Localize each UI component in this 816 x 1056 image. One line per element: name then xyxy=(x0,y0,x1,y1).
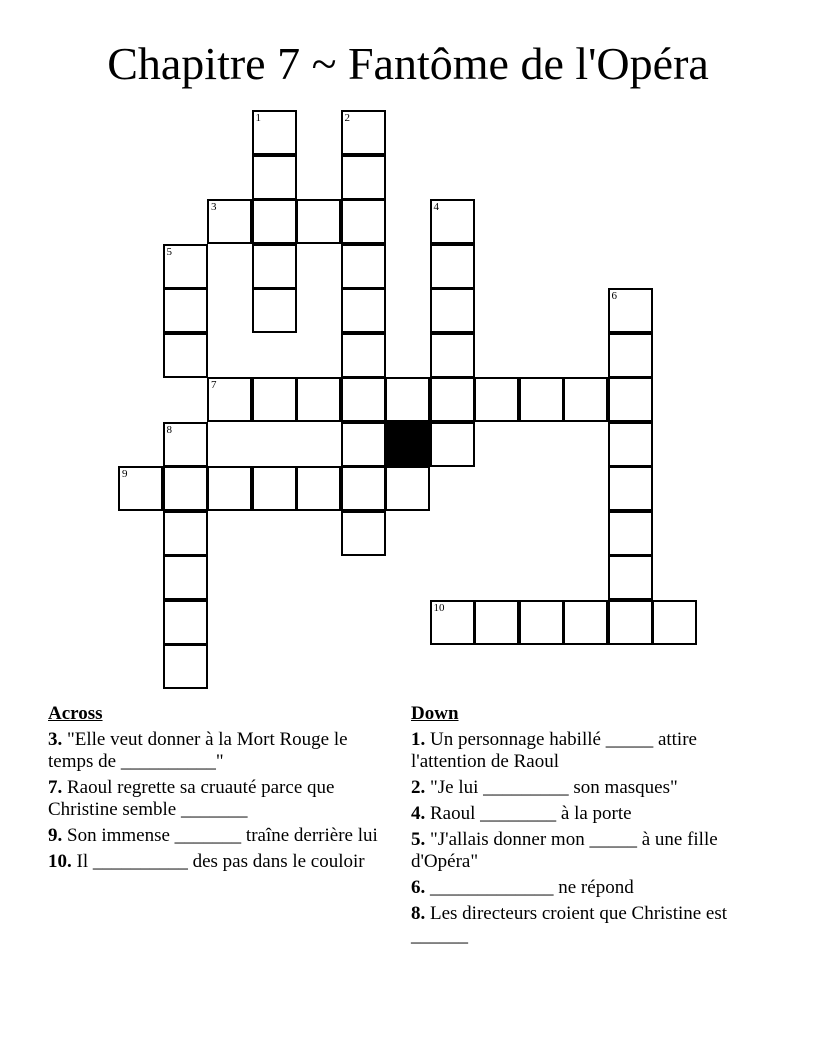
clue-number: 8. xyxy=(411,903,426,924)
black-square xyxy=(385,422,430,467)
clue-number: 1. xyxy=(411,729,426,750)
cell-number: 1 xyxy=(255,112,261,124)
grid-cell[interactable] xyxy=(252,110,297,155)
cell-number: 9 xyxy=(122,468,128,480)
clue-text: Un personnage habillé _____ attire l'attention de Raoul xyxy=(411,729,697,772)
clue-number: 4. xyxy=(411,803,426,824)
grid-cell[interactable] xyxy=(163,244,208,289)
clue-across-3 xyxy=(48,729,378,773)
grid-cell[interactable] xyxy=(430,288,475,333)
grid-cell[interactable] xyxy=(252,288,297,333)
cell-number: 6 xyxy=(611,290,617,302)
grid-cell[interactable] xyxy=(163,422,208,467)
grid-cell[interactable] xyxy=(296,466,341,511)
clue-number: 10. xyxy=(48,851,72,872)
grid-cell[interactable] xyxy=(430,422,475,467)
grid-cell[interactable] xyxy=(341,110,386,155)
down-clues xyxy=(411,703,751,951)
clue-number: 9. xyxy=(48,825,63,846)
grid-cell[interactable] xyxy=(563,600,608,645)
grid-cell[interactable] xyxy=(430,333,475,378)
clue-down-8 xyxy=(411,903,751,947)
page-title: Chapitre 7 ~ Fantôme de l'Opéra xyxy=(107,38,709,89)
grid-cell[interactable] xyxy=(430,244,475,289)
grid-cell[interactable] xyxy=(252,377,297,422)
clue-across-9 xyxy=(48,825,378,847)
clue-number: 3. xyxy=(48,729,63,750)
grid-cell[interactable] xyxy=(341,333,386,378)
cell-number: 10 xyxy=(433,601,445,614)
grid-cell[interactable] xyxy=(163,600,208,645)
grid-cell[interactable] xyxy=(252,155,297,200)
clue-number: 6. xyxy=(411,877,426,898)
grid-cell[interactable] xyxy=(608,600,653,645)
grid-cell[interactable] xyxy=(430,199,475,244)
grid-cell[interactable] xyxy=(341,466,386,511)
grid-cell[interactable] xyxy=(118,466,163,511)
clue-down-5 xyxy=(411,829,751,873)
across-heading: Across xyxy=(48,703,103,724)
grid-cell[interactable] xyxy=(608,422,653,467)
clue-number: 2. xyxy=(411,777,426,798)
clue-text: "Je lui _________ son masques" xyxy=(425,777,678,798)
grid-cell[interactable] xyxy=(296,199,341,244)
grid-cell[interactable] xyxy=(385,466,430,511)
clue-text: Les directeurs croient que Christine est ______ xyxy=(411,903,728,946)
grid-cell[interactable] xyxy=(341,244,386,289)
clue-text: "J'allais donner mon _____ à une fille d'Opéra" xyxy=(411,829,718,872)
grid-cell[interactable] xyxy=(608,466,653,511)
clue-across-7 xyxy=(48,777,378,821)
grid-cell[interactable] xyxy=(341,155,386,200)
grid-cell[interactable] xyxy=(474,600,519,645)
cell-number: 5 xyxy=(166,245,172,258)
grid-cell[interactable] xyxy=(296,377,341,422)
clue-text: Raoul ________ à la porte xyxy=(425,803,632,824)
cell-number: 8 xyxy=(166,423,172,436)
grid-cell[interactable] xyxy=(652,600,697,645)
clue-text: Raoul regrette sa cruauté parce que Christine semble _______ xyxy=(48,777,335,820)
grid-cell[interactable] xyxy=(163,288,208,333)
grid-cell[interactable] xyxy=(341,511,386,556)
grid-cell[interactable] xyxy=(519,377,564,422)
grid-cell[interactable] xyxy=(252,244,297,289)
grid-cell[interactable] xyxy=(430,600,475,645)
grid-cell[interactable] xyxy=(608,333,653,378)
clue-text: Son immense _______ traîne derrière lui xyxy=(62,825,378,846)
grid-cell[interactable] xyxy=(163,333,208,378)
grid-cell[interactable] xyxy=(207,377,252,422)
clue-down-1 xyxy=(411,729,751,773)
grid-cell[interactable] xyxy=(163,511,208,556)
grid-cell[interactable] xyxy=(163,644,208,689)
clue-text: _____________ ne répond xyxy=(425,877,634,898)
clue-down-6 xyxy=(411,877,751,899)
grid-cell[interactable] xyxy=(608,288,653,333)
clue-text: Il __________ des pas dans le couloir xyxy=(71,851,365,872)
grid-cell[interactable] xyxy=(341,377,386,422)
clue-number: 7. xyxy=(48,777,63,798)
clue-across-10 xyxy=(48,851,378,873)
clue-text: "Elle veut donner à la Mort Rouge le temps de __________" xyxy=(48,729,348,772)
grid-cell[interactable] xyxy=(474,377,519,422)
grid-cell[interactable] xyxy=(563,377,608,422)
down-heading: Down xyxy=(411,703,459,724)
cell-number: 7 xyxy=(211,379,217,391)
grid-cell[interactable] xyxy=(430,377,475,422)
grid-cell[interactable] xyxy=(519,600,564,645)
grid-cell[interactable] xyxy=(385,377,430,422)
across-clues xyxy=(48,703,378,877)
grid-cell[interactable] xyxy=(252,199,297,244)
grid-cell[interactable] xyxy=(163,555,208,600)
clue-down-4 xyxy=(411,803,751,825)
clue-number: 5. xyxy=(411,829,426,850)
clue-down-2 xyxy=(411,777,751,799)
cell-number: 2 xyxy=(344,112,350,124)
grid-cell[interactable] xyxy=(608,511,653,556)
grid-cell[interactable] xyxy=(608,377,653,422)
grid-cell[interactable] xyxy=(341,288,386,333)
grid-cell[interactable] xyxy=(252,466,297,511)
grid-cell[interactable] xyxy=(207,199,252,244)
grid-cell[interactable] xyxy=(341,199,386,244)
grid-cell[interactable] xyxy=(608,555,653,600)
grid-cell[interactable] xyxy=(163,466,208,511)
grid-cell[interactable] xyxy=(341,422,386,467)
cell-number: 4 xyxy=(433,201,439,213)
grid-cell[interactable] xyxy=(207,466,252,511)
cell-number: 3 xyxy=(211,201,217,213)
